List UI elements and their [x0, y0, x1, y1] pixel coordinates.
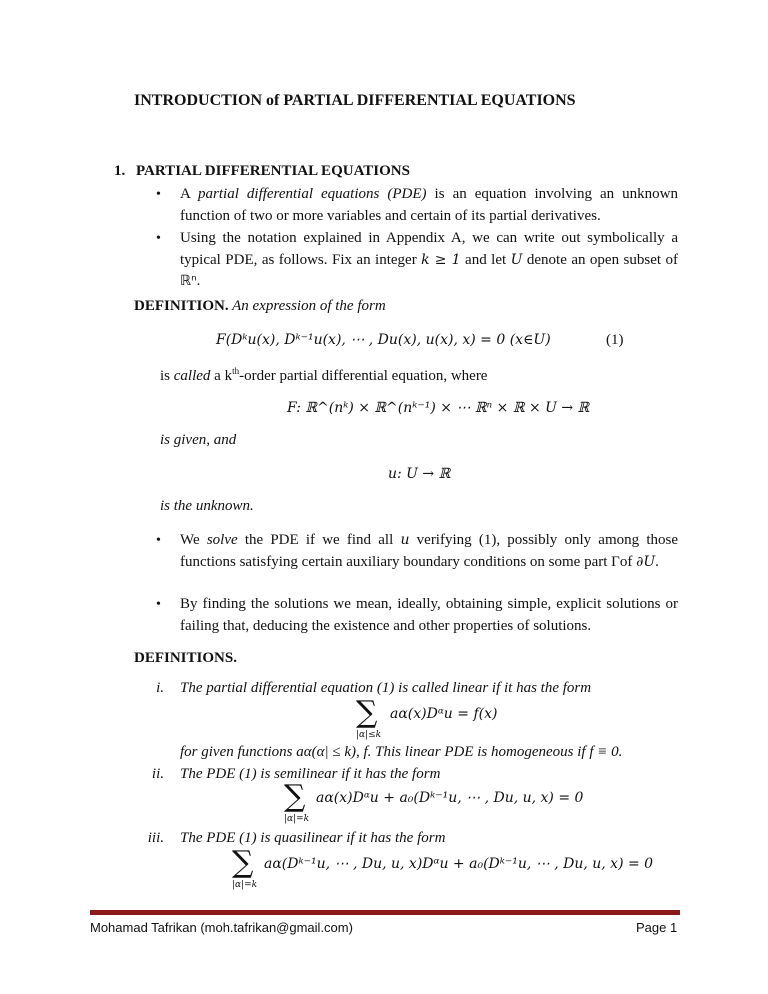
- math-inline: ∂U: [636, 553, 656, 570]
- bullet-text: A: [180, 186, 199, 202]
- bullet-text: .: [196, 273, 201, 289]
- bullet-text: .: [655, 553, 659, 570]
- page-title: INTRODUCTION of PARTIAL DIFFERENTIAL EQUATIONS: [134, 92, 576, 109]
- summation-limit: |α|=k: [232, 880, 258, 890]
- bullet-text: We: [180, 532, 207, 548]
- bullet-text: verifying (1), possibly only among those functions satisfying certain auxiliary boundary conditions on some part Γof: [180, 532, 678, 570]
- item-numeral: i.: [156, 680, 164, 696]
- math-inline: k ≥ 1: [421, 251, 461, 268]
- semilinear-pde-expression: aα(x)Dᵅu + a₀(Dᵏ⁻¹u, ⋯ , Du, u, x) = 0: [316, 790, 584, 806]
- definition-text: An expression of the form: [228, 298, 386, 314]
- math-inline: U: [510, 251, 523, 268]
- function-u-equation: u: U → ℝ: [388, 466, 451, 482]
- math-inline: ℝⁿ: [180, 273, 197, 289]
- definition-heading: [134, 298, 386, 315]
- quasilinear-pde-expression: aα(Dᵏ⁻¹u, ⋯ , Du, u, x)Dᵅu + a₀(Dᵏ⁻¹u, ⋯ , Du, u, x) = 0: [264, 856, 654, 872]
- definitions-heading: DEFINITIONS.: [134, 650, 237, 666]
- footer-rule-thin: [90, 914, 680, 915]
- item-numeral: ii.: [151, 766, 164, 782]
- text: -order partial differential equation, where: [239, 368, 488, 384]
- section-number: 1.: [114, 163, 126, 179]
- linear-pde-expression: aα(x)Dᵅu = f(x): [390, 706, 498, 722]
- unknown-text: is the unknown.: [160, 498, 254, 514]
- bullet-pde-definition: [180, 184, 678, 227]
- math-inline: u: [400, 532, 410, 548]
- bullet-text: the PDE if we find all: [237, 532, 401, 548]
- text-emphasis: called: [173, 368, 211, 384]
- bullet-text: and let: [460, 251, 511, 268]
- summation-symbol: ∑: [356, 695, 378, 730]
- item-numeral: iii.: [147, 830, 164, 846]
- section-title: PARTIAL DIFFERENTIAL EQUATIONS: [136, 163, 410, 179]
- given-text: is given, and: [160, 432, 237, 448]
- item-followup-text: for given functions aα(α| ≤ k), f. This linear PDE is homogeneous if f ≡ 0.: [180, 744, 623, 760]
- summation-limit: |α|≤k: [356, 730, 382, 740]
- item-text: The PDE (1) is semilinear if it has the form: [180, 766, 441, 782]
- footer-page-number: Page 1: [636, 920, 678, 935]
- equation-number: (1): [606, 332, 624, 348]
- section-heading: [114, 163, 410, 180]
- bullet-emphasis: solve: [206, 532, 238, 548]
- called-text: [160, 366, 487, 385]
- text: a k: [210, 368, 233, 384]
- summation-limit: |α|=k: [284, 814, 310, 824]
- function-F-equation: F: ℝ^(nᵏ) × ℝ^(nᵏ⁻¹) × ⋯ ℝⁿ × ℝ × U → ℝ: [287, 400, 590, 416]
- item-text: The PDE (1) is quasilinear if it has the form: [180, 830, 446, 846]
- bullet-notation: [180, 228, 678, 293]
- summation-symbol: ∑: [232, 845, 254, 880]
- definition-label: DEFINITION.: [134, 298, 229, 314]
- pde-equation: F(Dᵏu(x), Dᵏ⁻¹u(x), ⋯ , Du(x), u(x), x) = 0 (x∈U): [216, 332, 551, 348]
- superscript: th: [232, 366, 240, 376]
- bullet-text: is an equation involving an unknown function of two or more variables and certain of its partial derivatives.: [180, 186, 678, 224]
- bullet-solve: [180, 530, 678, 573]
- item-text: The partial differential equation (1) is called linear if it has the form: [180, 680, 592, 696]
- bullet-emphasis: partial differential equations (PDE): [198, 186, 427, 202]
- bullet-text: Using the notation explained in Appendix A, we can write out symbolically a typical PDE, as follows. Fix an integer: [180, 230, 678, 268]
- summation-symbol: ∑: [284, 779, 306, 814]
- bullet-text: denote an open subset of: [522, 251, 678, 268]
- text: is: [160, 368, 174, 384]
- footer-author: Mohamad Tafrikan (moh.tafrikan@gmail.com): [90, 920, 353, 935]
- bullet-solutions: • By finding the solutions we mean, ideally, obtaining simple, explicit solutions or failing that, deducing the existence and other properties of solutions.: [180, 594, 678, 637]
